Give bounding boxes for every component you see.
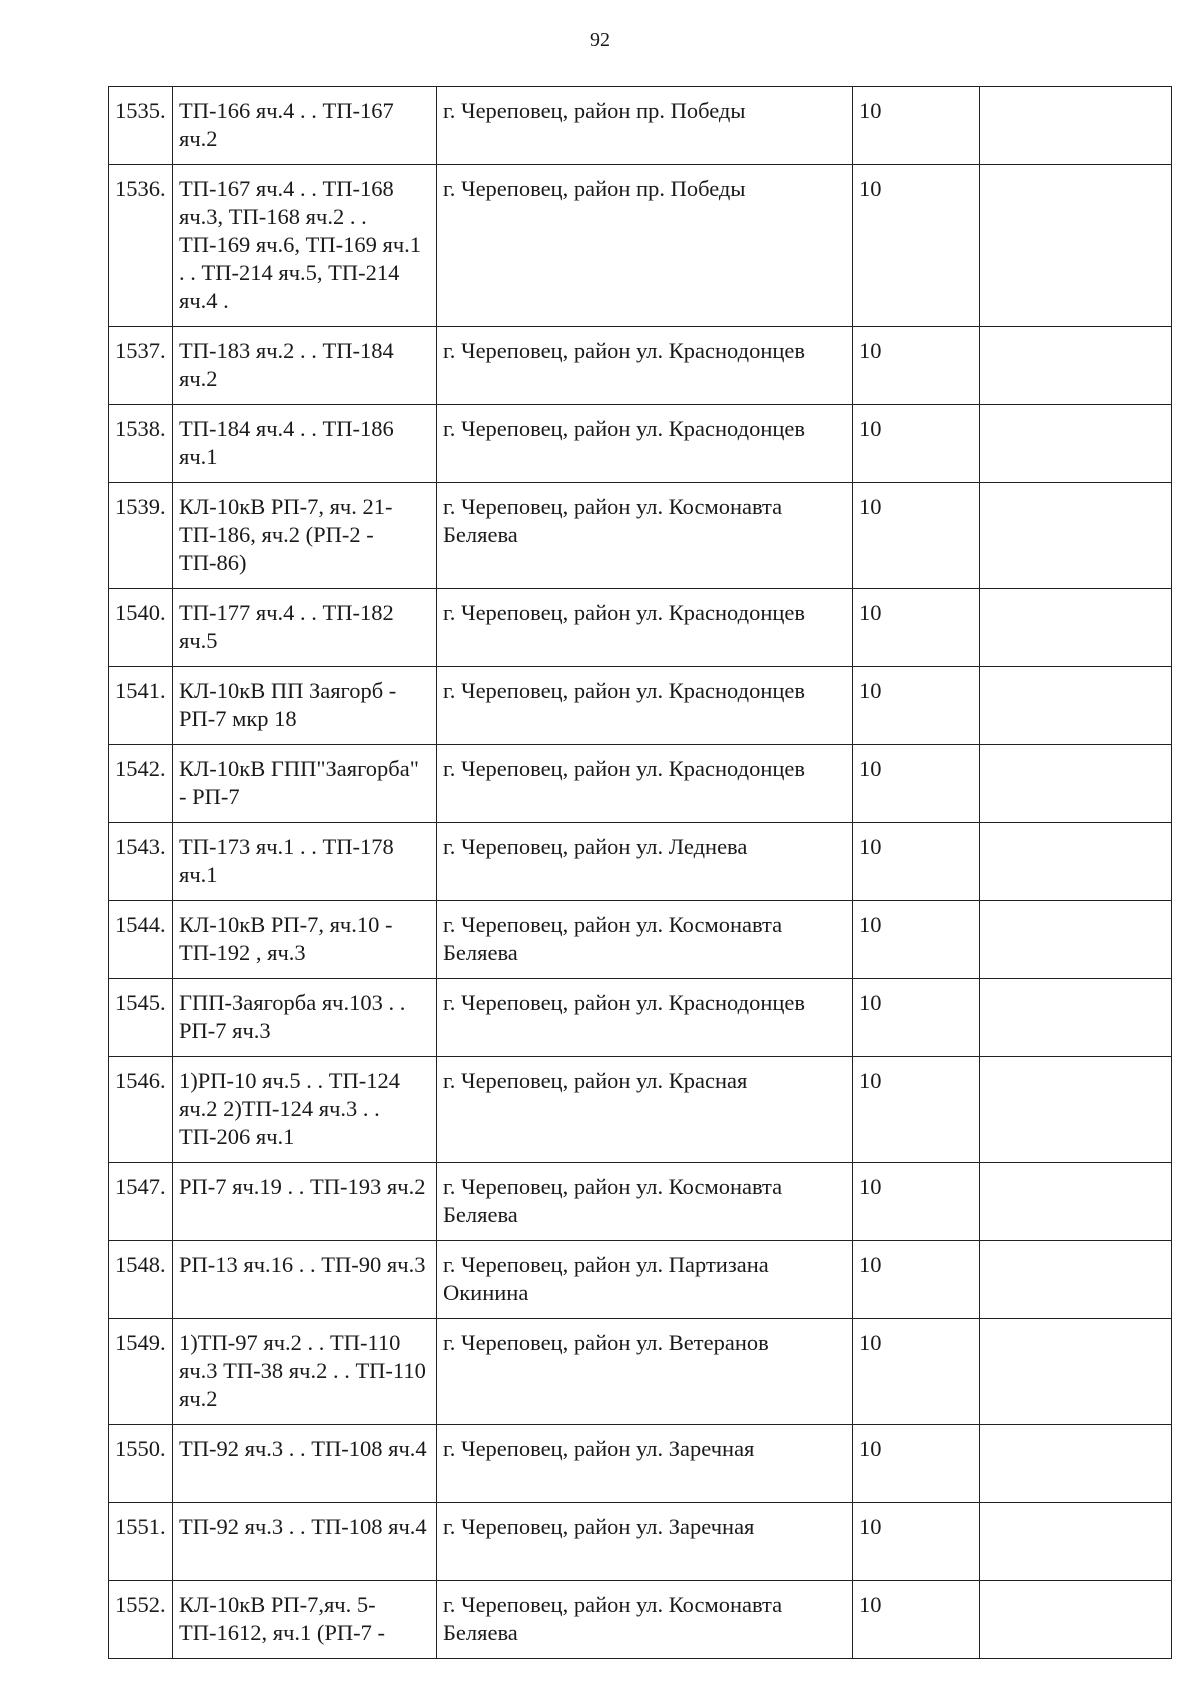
extra-cell bbox=[980, 1581, 1172, 1659]
line-name: 1)ТП-97 яч.2 . . ТП-110 яч.3 ТП-38 яч.2 . . ТП-110 яч.2 bbox=[173, 1319, 437, 1425]
row-number: 1535. bbox=[109, 87, 173, 165]
line-name: КЛ-10кВ РП-7,яч. 5-ТП-1612, яч.1 (РП-7 - bbox=[173, 1581, 437, 1659]
line-name: ТП-183 яч.2 . . ТП-184 яч.2 bbox=[173, 327, 437, 405]
line-location: г. Череповец, район ул. Красная bbox=[437, 1057, 853, 1163]
extra-cell bbox=[980, 483, 1172, 589]
extra-cell bbox=[980, 1241, 1172, 1319]
extra-cell bbox=[980, 901, 1172, 979]
extra-cell bbox=[980, 823, 1172, 901]
table-row bbox=[109, 1425, 1172, 1503]
line-name: РП-7 яч.19 . . ТП-193 яч.2 bbox=[173, 1163, 437, 1241]
line-name: ТП-173 яч.1 . . ТП-178 яч.1 bbox=[173, 823, 437, 901]
extra-cell bbox=[980, 87, 1172, 165]
line-name: ТП-92 яч.3 . . ТП-108 яч.4 bbox=[173, 1425, 437, 1503]
extra-cell bbox=[980, 1057, 1172, 1163]
voltage-kv: 10 bbox=[853, 745, 980, 823]
voltage-kv: 10 bbox=[853, 979, 980, 1057]
line-name: 1)РП-10 яч.5 . . ТП-124 яч.2 2)ТП-124 яч.3 . . ТП-206 яч.1 bbox=[173, 1057, 437, 1163]
voltage-kv: 10 bbox=[853, 405, 980, 483]
table-row bbox=[109, 405, 1172, 483]
table-row bbox=[109, 87, 1172, 165]
voltage-kv: 10 bbox=[853, 1503, 980, 1581]
voltage-kv: 10 bbox=[853, 1319, 980, 1425]
table-row bbox=[109, 483, 1172, 589]
table-row bbox=[109, 1057, 1172, 1163]
extra-cell bbox=[980, 1163, 1172, 1241]
row-number: 1540. bbox=[109, 589, 173, 667]
table-row bbox=[109, 745, 1172, 823]
extra-cell bbox=[980, 589, 1172, 667]
line-location: г. Череповец, район ул. Краснодонцев bbox=[437, 667, 853, 745]
line-name: РП-13 яч.16 . . ТП-90 яч.3 bbox=[173, 1241, 437, 1319]
line-location: г. Череповец, район пр. Победы bbox=[437, 87, 853, 165]
line-name: ТП-92 яч.3 . . ТП-108 яч.4 bbox=[173, 1503, 437, 1581]
line-location: г. Череповец, район ул. Партизана Окинина bbox=[437, 1241, 853, 1319]
voltage-kv: 10 bbox=[853, 667, 980, 745]
page-number: 92 bbox=[590, 29, 610, 51]
table-row bbox=[109, 1581, 1172, 1659]
line-location: г. Череповец, район ул. Краснодонцев bbox=[437, 405, 853, 483]
line-location: г. Череповец, район ул. Краснодонцев bbox=[437, 979, 853, 1057]
line-location: г. Череповец, район ул. Леднева bbox=[437, 823, 853, 901]
row-number: 1551. bbox=[109, 1503, 173, 1581]
line-location: г. Череповец, район ул. Краснодонцев bbox=[437, 327, 853, 405]
line-name: ТП-167 яч.4 . . ТП-168 яч.3, ТП-168 яч.2 . . ТП-169 яч.6, ТП-169 яч.1 . . ТП-214 яч.5, ТП-214 яч.4 . bbox=[173, 165, 437, 327]
voltage-kv: 10 bbox=[853, 589, 980, 667]
table-row bbox=[109, 165, 1172, 327]
row-number: 1549. bbox=[109, 1319, 173, 1425]
table-row bbox=[109, 327, 1172, 405]
voltage-kv: 10 bbox=[853, 1241, 980, 1319]
voltage-kv: 10 bbox=[853, 483, 980, 589]
line-location: г. Череповец, район ул. Заречная bbox=[437, 1425, 853, 1503]
voltage-kv: 10 bbox=[853, 823, 980, 901]
row-number: 1539. bbox=[109, 483, 173, 589]
voltage-kv: 10 bbox=[853, 87, 980, 165]
registry-table bbox=[108, 86, 1172, 1659]
row-number: 1552. bbox=[109, 1581, 173, 1659]
line-name: КЛ-10кВ ПП Заягорб - РП-7 мкр 18 bbox=[173, 667, 437, 745]
line-name: ТП-177 яч.4 . . ТП-182 яч.5 bbox=[173, 589, 437, 667]
line-location: г. Череповец, район ул. Заречная bbox=[437, 1503, 853, 1581]
extra-cell bbox=[980, 1503, 1172, 1581]
row-number: 1548. bbox=[109, 1241, 173, 1319]
voltage-kv: 10 bbox=[853, 327, 980, 405]
line-location: г. Череповец, район ул. Космонавта Беляева bbox=[437, 483, 853, 589]
voltage-kv: 10 bbox=[853, 1581, 980, 1659]
line-name: ТП-184 яч.4 . . ТП-186 яч.1 bbox=[173, 405, 437, 483]
row-number: 1544. bbox=[109, 901, 173, 979]
table-row bbox=[109, 1319, 1172, 1425]
voltage-kv: 10 bbox=[853, 901, 980, 979]
line-name: КЛ-10кВ РП-7, яч.10 - ТП-192 , яч.3 bbox=[173, 901, 437, 979]
line-location: г. Череповец, район ул. Краснодонцев bbox=[437, 745, 853, 823]
line-location: г. Череповец, район пр. Победы bbox=[437, 165, 853, 327]
extra-cell bbox=[980, 1425, 1172, 1503]
line-name: КЛ-10кВ РП-7, яч. 21-ТП-186, яч.2 (РП-2 - ТП-86) bbox=[173, 483, 437, 589]
voltage-kv: 10 bbox=[853, 1057, 980, 1163]
row-number: 1545. bbox=[109, 979, 173, 1057]
line-location: г. Череповец, район ул. Космонавта Беляева bbox=[437, 1581, 853, 1659]
extra-cell bbox=[980, 979, 1172, 1057]
table-row bbox=[109, 1241, 1172, 1319]
row-number: 1536. bbox=[109, 165, 173, 327]
table-row bbox=[109, 901, 1172, 979]
extra-cell bbox=[980, 1319, 1172, 1425]
row-number: 1546. bbox=[109, 1057, 173, 1163]
extra-cell bbox=[980, 327, 1172, 405]
extra-cell bbox=[980, 745, 1172, 823]
row-number: 1541. bbox=[109, 667, 173, 745]
row-number: 1547. bbox=[109, 1163, 173, 1241]
table-row bbox=[109, 589, 1172, 667]
voltage-kv: 10 bbox=[853, 165, 980, 327]
line-name: ТП-166 яч.4 . . ТП-167 яч.2 bbox=[173, 87, 437, 165]
extra-cell bbox=[980, 165, 1172, 327]
line-location: г. Череповец, район ул. Космонавта Беляева bbox=[437, 901, 853, 979]
extra-cell bbox=[980, 405, 1172, 483]
line-name: ГПП-Заягорба яч.103 . . РП-7 яч.3 bbox=[173, 979, 437, 1057]
line-location: г. Череповец, район ул. Космонавта Беляева bbox=[437, 1163, 853, 1241]
table-row bbox=[109, 979, 1172, 1057]
registry-table-body bbox=[109, 87, 1172, 1659]
row-number: 1537. bbox=[109, 327, 173, 405]
table-row bbox=[109, 1503, 1172, 1581]
line-name: КЛ-10кВ ГПП"Заягорба" - РП-7 bbox=[173, 745, 437, 823]
table-row bbox=[109, 667, 1172, 745]
row-number: 1542. bbox=[109, 745, 173, 823]
line-location: г. Череповец, район ул. Краснодонцев bbox=[437, 589, 853, 667]
row-number: 1550. bbox=[109, 1425, 173, 1503]
row-number: 1538. bbox=[109, 405, 173, 483]
table-row bbox=[109, 823, 1172, 901]
table-row bbox=[109, 1163, 1172, 1241]
row-number: 1543. bbox=[109, 823, 173, 901]
voltage-kv: 10 bbox=[853, 1163, 980, 1241]
voltage-kv: 10 bbox=[853, 1425, 980, 1503]
extra-cell bbox=[980, 667, 1172, 745]
line-location: г. Череповец, район ул. Ветеранов bbox=[437, 1319, 853, 1425]
